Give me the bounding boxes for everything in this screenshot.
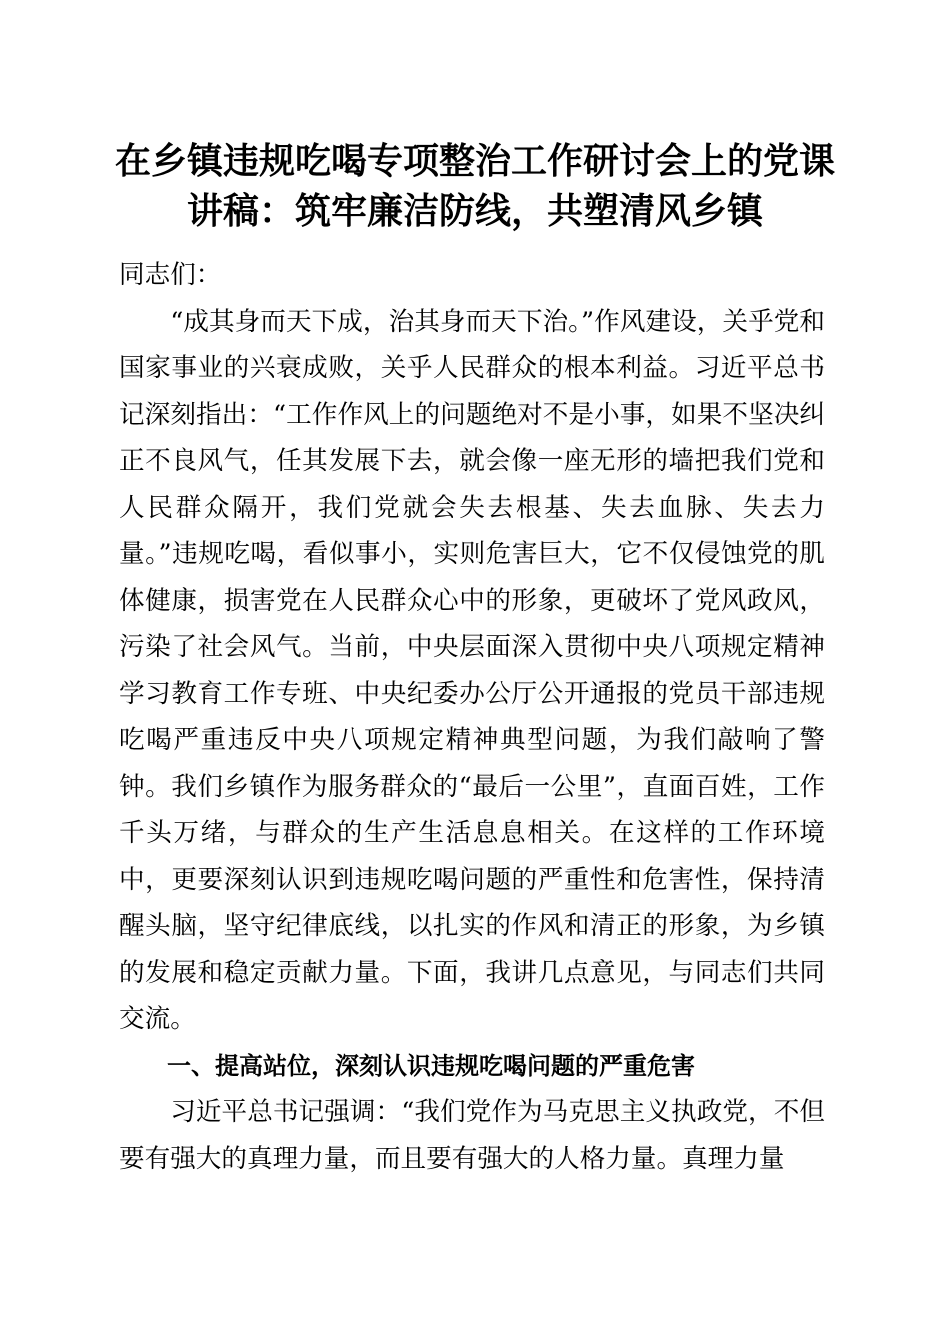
title-line-1: 在乡镇违规吃喝专项整治工作研讨会上的党课 bbox=[115, 140, 836, 182]
document-body bbox=[119, 252, 825, 1182]
paragraph-section-1: 习近平总书记强调：“我们党作为马克思主义执政党，不但要有强大的真理力量，而且要有强大的人格力量。真理力量 bbox=[119, 1097, 825, 1174]
title-line-2: 讲稿：筑牢廉洁防线，共塑清风乡镇 bbox=[186, 190, 763, 232]
section-heading-1: 一、提高站位，深刻认识违规吃喝问题的严重危害 bbox=[167, 1051, 695, 1080]
paragraph-intro: “成其身而天下成，治其身而天下治。”作风建设，关乎党和国家事业的兴衰成败，关乎人民群众的根本利益。习近平总书记深刻指出：“工作作风上的问题绝对不是小事，如果不坚决纠正不良风气，任其发展下去，就会像一座无形的墙把我们党和人民群众隔开，我们党就会失去根基、失去血脉、失去力量。”违规吃喝，看似事小，实则危害巨大，它不仅侵蚀党的肌体健康，损害党在人民群众心中的形象，更破坏了党风政风，污染了社会风气。当前，中央层面深入贯彻中央八项规定精神学习教育工作专班、中央纪委办公厅公开通报的党员干部违规吃喝严重违反中央八项规定精神典型问题，为我们敲响了警钟。我们乡镇作为服务群众的“最后一公里”，直面百姓，工作千头万绪，与群众的生产生活息息相关。在这样的工作环境中，更要深刻认识到违规吃喝问题的严重性和危害性，保持清醒头脑，坚守纪律底线，以扎实的作风和清正的形象，为乡镇的发展和稳定贡献力量。下面，我讲几点意见，与同志们共同交流。 bbox=[119, 306, 825, 1034]
salutation: 同志们： bbox=[119, 260, 222, 290]
document-title bbox=[115, 136, 835, 236]
